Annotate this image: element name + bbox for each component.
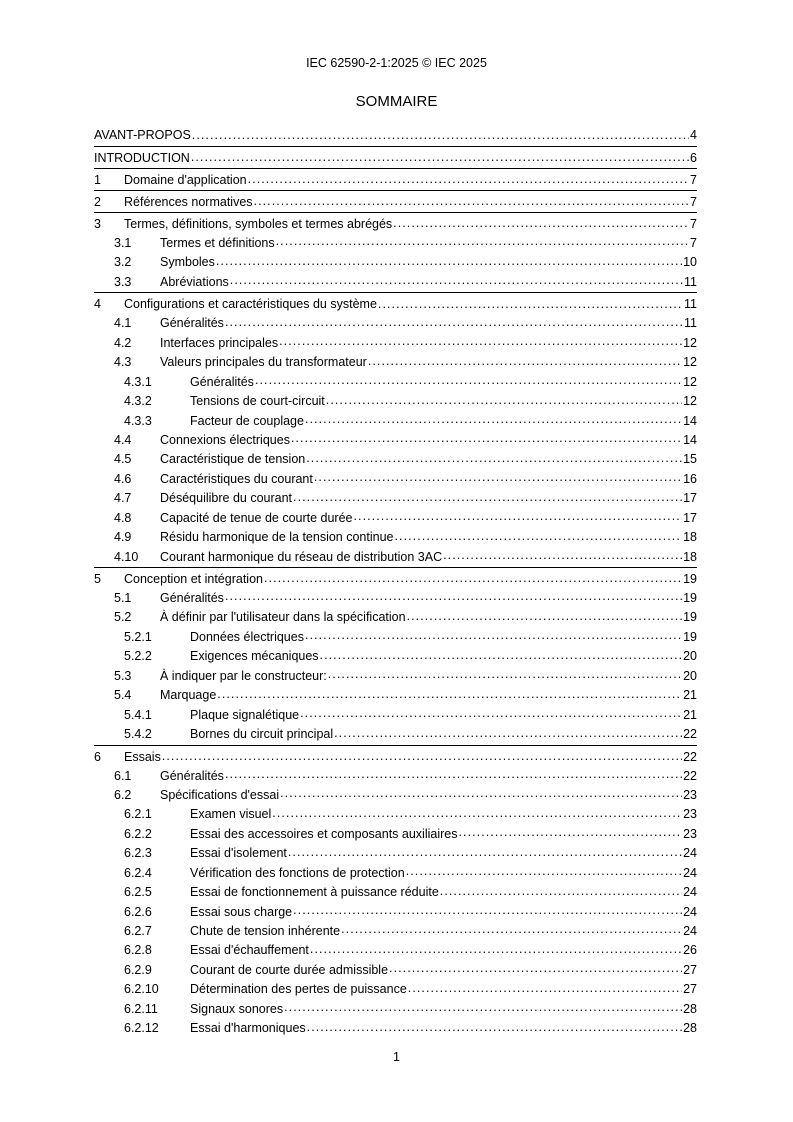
toc-entry[interactable] <box>94 450 697 469</box>
toc-entry-page: 14 <box>683 432 697 447</box>
toc-entry[interactable] <box>94 922 697 941</box>
dot-leader <box>288 848 682 861</box>
dot-leader <box>230 276 683 289</box>
toc-entry[interactable] <box>94 706 697 725</box>
dot-leader <box>225 318 683 331</box>
toc-entry[interactable] <box>94 412 697 431</box>
toc-entry-page: 17 <box>683 510 697 525</box>
toc-entry[interactable] <box>94 805 697 824</box>
toc-entry-page: 24 <box>683 865 697 880</box>
toc-entry-page: 11 <box>684 274 697 289</box>
toc-entry[interactable] <box>94 628 697 647</box>
dot-leader <box>291 434 682 447</box>
dot-leader <box>279 337 682 350</box>
toc-entry[interactable] <box>94 745 697 767</box>
toc-entry[interactable] <box>94 124 697 146</box>
toc-entry-page: 6 <box>690 151 697 165</box>
toc-entry-label: Configurations et caractéristiques du système <box>124 297 377 312</box>
toc-entry-number: 4.10 <box>114 549 139 564</box>
document-header: IEC 62590-2-1:2025 © IEC 2025 <box>306 56 487 70</box>
dot-leader <box>300 709 682 722</box>
toc-entry-label: Données électriques <box>190 629 304 644</box>
toc-entry-number: 4.9 <box>114 530 132 545</box>
dot-leader <box>254 195 690 208</box>
toc-entry-label: Valeurs principales du transformateur <box>160 355 367 370</box>
toc-entry-number: 6.2.12 <box>124 1021 159 1036</box>
toc-entry-number: 2 <box>94 195 101 209</box>
toc-entry-label: Essai d'harmoniques <box>190 1021 306 1036</box>
dot-leader <box>264 572 682 585</box>
toc-entry-label: Chute de tension inhérente <box>190 924 341 938</box>
dot-leader <box>393 217 689 230</box>
toc-entry[interactable] <box>94 146 697 168</box>
toc-entry-number: 6.2.9 <box>124 962 152 977</box>
toc-entry-page: 24 <box>683 904 697 919</box>
toc-entry-page: 24 <box>683 846 697 861</box>
toc-entry-page: 19 <box>683 610 697 625</box>
toc-entry-number: 4.4 <box>114 432 132 447</box>
toc-entry-label: INTRODUCTION <box>94 151 190 165</box>
toc-entry-page: 18 <box>683 549 697 564</box>
dot-leader <box>378 298 683 311</box>
toc-entry-label: Essai de fonctionnement à puissance réduite <box>190 885 439 900</box>
dot-leader <box>217 690 682 703</box>
toc-entry-number: 6.2.6 <box>124 904 152 919</box>
toc-entry-label: Généralités <box>160 316 224 331</box>
toc-entry[interactable] <box>94 903 697 922</box>
dot-leader <box>216 257 682 270</box>
toc-entry-number: 4.3 <box>114 355 132 370</box>
dot-leader <box>328 670 682 683</box>
toc-entry-number: 5.1 <box>114 591 132 605</box>
dot-leader <box>443 551 682 564</box>
toc-entry-page: 19 <box>683 572 697 586</box>
toc-entry-label: Facteur de couplage <box>190 413 304 428</box>
toc-entry-number: 6 <box>94 749 101 764</box>
toc-entry-number: 4.3.1 <box>124 374 152 389</box>
dot-leader <box>314 473 682 486</box>
toc-entry-label: À indiquer par le constructeur: <box>160 668 327 683</box>
dot-leader <box>406 867 682 880</box>
toc-entry-page: 24 <box>683 885 697 900</box>
dot-leader <box>408 984 682 997</box>
toc-entry-label: Capacité de tenue de courte durée <box>160 510 353 525</box>
toc-entry-number: 4.3.2 <box>124 394 152 409</box>
toc-entry[interactable] <box>94 864 697 883</box>
toc-entry[interactable] <box>94 941 697 960</box>
dot-leader <box>305 415 682 428</box>
toc-entry-page: 20 <box>683 668 697 683</box>
toc-entry-number: 3.2 <box>114 255 132 270</box>
dot-leader <box>320 651 683 664</box>
page-number: 1 <box>393 1050 400 1064</box>
toc-entry-number: 6.2 <box>114 787 132 802</box>
toc-entry-number: 3.3 <box>114 274 132 289</box>
toc-entry-label: Détermination des pertes de puissance <box>190 982 407 997</box>
dot-leader <box>326 396 682 409</box>
toc-entry-page: 18 <box>683 530 697 545</box>
toc-entry-page: 7 <box>690 173 697 187</box>
toc-entry-label: Caractéristique de tension <box>160 452 306 467</box>
table-of-contents <box>94 124 697 1039</box>
toc-entry-number: 5.2 <box>114 610 132 625</box>
toc-entry-label: Généralités <box>160 768 224 783</box>
toc-entry-label: Conception et intégration <box>124 572 263 586</box>
dot-leader <box>341 925 682 938</box>
toc-entry-label: Connexions électriques <box>160 432 290 447</box>
toc-entry-label: Interfaces principales <box>160 335 279 350</box>
toc-entry-number: 4.1 <box>114 316 132 331</box>
toc-entry-label: Généralités <box>160 591 224 605</box>
toc-entry-page: 12 <box>683 394 697 409</box>
toc-entry-page: 11 <box>684 297 697 312</box>
dot-leader <box>305 631 682 644</box>
toc-entry-label: Signaux sonores <box>190 1001 284 1016</box>
toc-entry-label: À définir par l'utilisateur dans la spécification <box>160 610 406 625</box>
toc-entry-page: 19 <box>683 629 697 644</box>
toc-entry[interactable] <box>94 825 697 844</box>
toc-entry-number: 6.2.5 <box>124 885 152 900</box>
dot-leader <box>334 729 682 742</box>
toc-entry[interactable] <box>94 234 697 253</box>
toc-entry[interactable] <box>94 725 697 744</box>
toc-entry-number: 6.2.8 <box>124 943 152 958</box>
toc-entry[interactable] <box>94 353 697 372</box>
toc-entry-page: 7 <box>690 236 697 250</box>
page-title: SOMMAIRE <box>355 93 438 110</box>
toc-entry-label: Domaine d'application <box>124 173 247 187</box>
toc-entry-number: 6.2.11 <box>124 1001 158 1016</box>
toc-entry-number: 4.3.3 <box>124 413 152 428</box>
toc-entry-label: Spécifications d'essai <box>160 787 280 802</box>
toc-entry-page: 4 <box>690 128 697 142</box>
toc-entry-label: Courant harmonique du réseau de distribution 3AC <box>160 549 443 564</box>
toc-entry[interactable] <box>94 509 697 528</box>
dot-leader <box>192 129 689 142</box>
dot-leader <box>255 376 682 389</box>
toc-entry-page: 12 <box>683 335 697 350</box>
toc-entry-page: 27 <box>683 982 697 997</box>
toc-entry-number: 4.5 <box>114 452 132 467</box>
toc-entry-number: 5.2.2 <box>124 649 152 664</box>
toc-entry-label: Généralités <box>190 374 254 389</box>
toc-entry-page: 16 <box>683 471 697 486</box>
toc-entry[interactable] <box>94 589 697 608</box>
dot-leader <box>225 770 682 783</box>
toc-entry-number: 4.2 <box>114 335 132 350</box>
toc-entry-number: 4.7 <box>114 491 132 506</box>
toc-entry-number: 6.2.4 <box>124 865 152 880</box>
toc-entry-number: 6.2.10 <box>124 982 159 997</box>
dot-leader <box>310 945 682 958</box>
toc-entry-number: 6.2.1 <box>124 807 152 822</box>
dot-leader <box>191 151 689 164</box>
toc-entry[interactable] <box>94 212 697 234</box>
dot-leader <box>395 532 683 545</box>
dot-leader <box>458 828 682 841</box>
dot-leader <box>272 809 682 822</box>
dot-leader <box>407 612 683 625</box>
toc-entry-page: 21 <box>683 688 697 703</box>
toc-entry-page: 19 <box>683 591 697 605</box>
toc-entry[interactable] <box>94 883 697 902</box>
toc-entry[interactable] <box>94 786 697 805</box>
toc-entry-page: 23 <box>683 807 697 822</box>
toc-entry-label: Essai d'échauffement <box>190 943 309 958</box>
toc-entry-label: Essai des accessoires et composants auxiliaires <box>190 826 458 841</box>
toc-entry-label: Essai d'isolement <box>190 846 287 861</box>
toc-entry[interactable] <box>94 431 697 450</box>
toc-entry[interactable] <box>94 470 697 489</box>
toc-entry-page: 23 <box>683 787 697 802</box>
toc-entry[interactable] <box>94 314 697 333</box>
toc-entry[interactable] <box>94 548 697 567</box>
toc-entry-page: 11 <box>684 316 697 331</box>
toc-entry-page: 17 <box>683 491 697 506</box>
toc-entry-page: 12 <box>683 374 697 389</box>
toc-entry-label: Résidu harmonique de la tension continue <box>160 530 394 545</box>
toc-entry-page: 23 <box>683 826 697 841</box>
toc-entry-page: 7 <box>690 217 697 231</box>
dot-leader <box>440 887 682 900</box>
toc-entry-number: 5.4.1 <box>124 707 152 722</box>
toc-entry-page: 22 <box>683 768 697 783</box>
dot-leader <box>293 906 682 919</box>
toc-entry[interactable] <box>94 767 697 786</box>
toc-entry-number: 6.2.3 <box>124 846 152 861</box>
toc-entry-page: 28 <box>683 1021 697 1036</box>
toc-entry-page: 15 <box>683 452 697 467</box>
dot-leader <box>280 789 682 802</box>
toc-entry[interactable] <box>94 567 697 589</box>
toc-entry[interactable] <box>94 392 697 411</box>
toc-entry[interactable] <box>94 1019 697 1038</box>
toc-entry-label: Termes, définitions, symboles et termes abrégés <box>124 217 393 231</box>
toc-entry-label: Plaque signalétique <box>190 707 300 722</box>
dot-leader <box>354 512 683 525</box>
toc-entry-page: 12 <box>683 355 697 370</box>
toc-entry-page: 20 <box>683 649 697 664</box>
toc-entry-label: Vérification des fonctions de protection <box>190 865 405 880</box>
toc-entry-number: 4.8 <box>114 510 132 525</box>
toc-entry-number: 5.3 <box>114 668 132 683</box>
dot-leader <box>307 1023 682 1036</box>
toc-entry[interactable] <box>94 608 697 627</box>
toc-entry-label: Essais <box>124 749 161 764</box>
toc-entry-number: 4.6 <box>114 471 132 486</box>
dot-leader <box>389 964 682 977</box>
toc-entry[interactable] <box>94 844 697 863</box>
toc-entry-number: 3 <box>94 217 101 231</box>
toc-entry-page: 22 <box>683 749 697 764</box>
toc-entry[interactable] <box>94 961 697 980</box>
dot-leader <box>225 592 682 605</box>
toc-entry-label: AVANT-PROPOS <box>94 128 191 142</box>
dot-leader <box>162 750 682 763</box>
toc-entry-number: 1 <box>94 173 101 187</box>
toc-entry-label: Marquage <box>160 688 217 703</box>
toc-entry-page: 24 <box>683 924 697 938</box>
toc-entry-page: 28 <box>683 1001 697 1016</box>
toc-entry[interactable] <box>94 168 697 190</box>
toc-entry[interactable] <box>94 489 697 508</box>
toc-entry-number: 5.4.2 <box>124 727 152 742</box>
toc-entry[interactable] <box>94 273 697 292</box>
toc-entry[interactable] <box>94 647 697 666</box>
toc-entry-number: 5.4 <box>114 688 132 703</box>
toc-entry-page: 26 <box>683 943 697 958</box>
toc-entry-label: Courant de courte durée admissible <box>190 962 389 977</box>
toc-entry-number: 4 <box>94 297 101 312</box>
dot-leader <box>284 1003 682 1016</box>
toc-entry[interactable] <box>94 980 697 999</box>
toc-entry-label: Déséquilibre du courant <box>160 491 293 506</box>
dot-leader <box>368 357 682 370</box>
toc-entry-label: Exigences mécaniques <box>190 649 319 664</box>
toc-entry-number: 6.1 <box>114 768 132 783</box>
toc-entry-number: 5 <box>94 572 101 586</box>
toc-entry-label: Essai sous charge <box>190 904 293 919</box>
toc-entry[interactable] <box>94 528 697 547</box>
dot-leader <box>276 237 689 250</box>
toc-entry-label: Caractéristiques du courant <box>160 471 313 486</box>
toc-entry[interactable] <box>94 253 697 272</box>
toc-entry-label: Références normatives <box>124 195 253 209</box>
toc-entry-label: Tensions de court-circuit <box>190 394 325 409</box>
toc-entry-number: 5.2.1 <box>124 629 152 644</box>
dot-leader <box>306 454 682 467</box>
toc-entry-label: Abréviations <box>160 274 229 289</box>
toc-entry-page: 27 <box>683 962 697 977</box>
toc-entry[interactable] <box>94 190 697 212</box>
toc-entry-page: 14 <box>683 413 697 428</box>
toc-entry-page: 10 <box>683 255 697 270</box>
toc-entry[interactable] <box>94 373 697 392</box>
toc-entry-number: 6.2.2 <box>124 826 152 841</box>
toc-entry[interactable] <box>94 1000 697 1019</box>
toc-entry-label: Termes et définitions <box>160 236 275 250</box>
toc-entry[interactable] <box>94 686 697 705</box>
toc-entry-label: Symboles <box>160 255 215 270</box>
toc-entry-page: 7 <box>690 195 697 209</box>
toc-entry-number: 3.1 <box>114 236 132 250</box>
toc-entry-page: 22 <box>683 727 697 742</box>
toc-entry[interactable] <box>94 667 697 686</box>
toc-entry-label: Bornes du circuit principal <box>190 727 334 742</box>
toc-entry-page: 21 <box>683 707 697 722</box>
dot-leader <box>248 173 689 186</box>
dot-leader <box>293 493 682 506</box>
toc-entry[interactable] <box>94 334 697 353</box>
toc-entry[interactable] <box>94 292 697 314</box>
toc-entry-number: 6.2.7 <box>124 924 152 938</box>
toc-entry-label: Examen visuel <box>190 807 272 822</box>
